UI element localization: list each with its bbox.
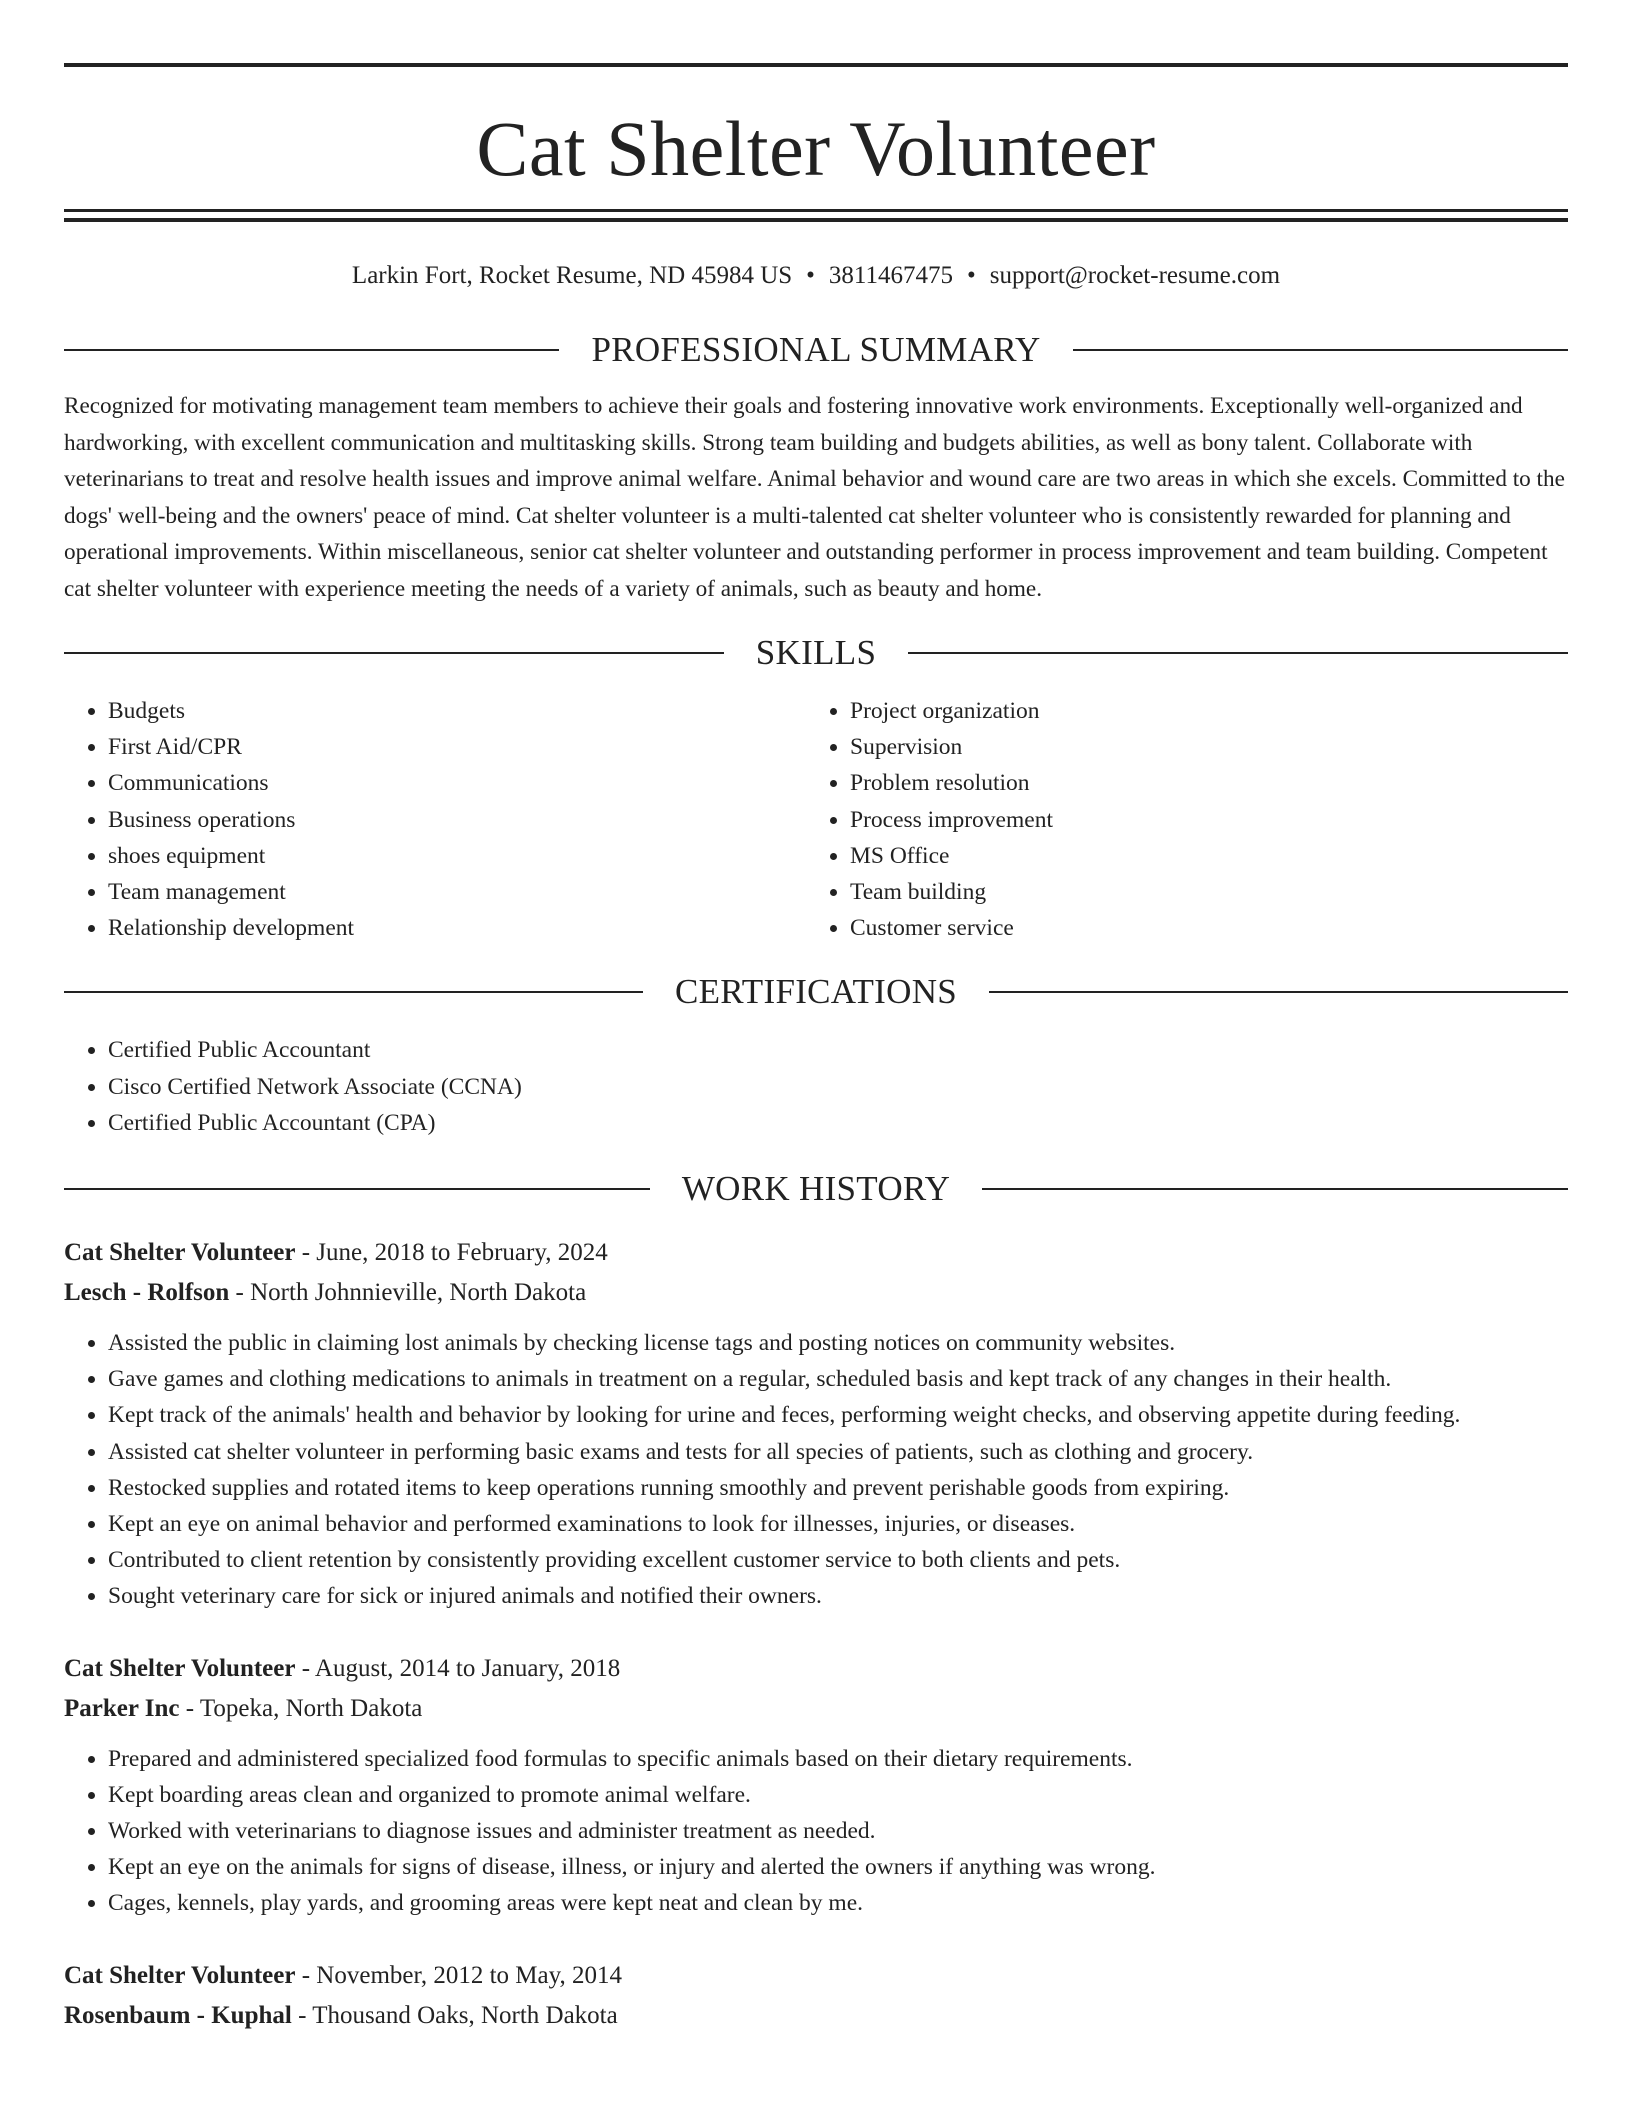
summary-text: Recognized for motivating management team members to achieve their goals and fostering innovative work environments. Exceptionally well-organized and hardworking, with excellent communication and multitasking skills. Strong team building and budgets abilities, as well as bony talent. Collaborate with veterinarians to treat and resolve health issues and improve animal welfare. Animal behavior and wound care are two areas in which she excels. Committed to the dogs' well-being and the owners' peace of mind. Cat shelter volunteer is a multi-talented cat shelter volunteer who is consistently rewarded for planning and operational improvements. Within miscellaneous, senior cat shelter volunteer and outstanding performer in process improvement and team building. Competent cat shelter volunteer with experience meeting the needs of a variety of animals, such as beauty and home.	[64, 393, 1565, 602]
header-double-rule	[64, 209, 1568, 222]
skill-item: • Budgets	[108, 693, 806, 729]
job-dates: - June, 2018 to February, 2024	[295, 1239, 608, 1267]
skill-item: • Team management	[108, 874, 806, 910]
job-bullet: • Kept boarding areas clean and organized to promote animal welfare.	[108, 1777, 1568, 1813]
certification-item: • Certified Public Accountant (CPA)	[108, 1105, 1568, 1141]
contact-email: support@rocket-resume.com	[989, 262, 1281, 289]
skills-title: SKILLS	[755, 633, 877, 672]
job-entry	[64, 1649, 1568, 1922]
skill-item: • Customer service	[850, 910, 1548, 946]
heading-rule	[908, 652, 1568, 654]
certifications-title: CERTIFICATIONS	[674, 972, 958, 1012]
job-bullet: • Worked with veterinarians to diagnose issues and administer treatment as needed.	[108, 1813, 1568, 1849]
job-bullet: • Gave games and clothing medications to animals in treatment on a regular, scheduled basis and kept track of any changes in their health.	[108, 1361, 1568, 1397]
work-heading	[64, 1165, 1568, 1213]
work-title: WORK HISTORY	[681, 1169, 951, 1209]
job-dates: - November, 2012 to May, 2014	[295, 1961, 622, 1989]
skill-item: • Process improvement	[850, 802, 1548, 838]
job-title: Cat Shelter Volunteer	[64, 1961, 296, 1989]
heading-rule	[1073, 349, 1568, 351]
job-title-line	[64, 1233, 1568, 1273]
job-entry	[64, 1233, 1568, 1615]
heading-rule	[64, 1188, 650, 1190]
job-title: Cat Shelter Volunteer	[64, 1239, 296, 1267]
summary-heading	[64, 326, 1568, 374]
resume-page	[64, 0, 1568, 2036]
job-title-line	[64, 1956, 1568, 1996]
job-company: Lesch - Rolfson	[64, 1279, 230, 1307]
job-bullet: • Assisted the public in claiming lost animals by checking license tags and posting notices on community websites.	[108, 1325, 1568, 1361]
work-history-list	[64, 1233, 1568, 2036]
job-company-line	[64, 1996, 1568, 2036]
certification-item: • Cisco Certified Network Associate (CCNA)	[108, 1069, 1568, 1105]
job-company: Rosenbaum - Kuphal	[64, 2001, 292, 2029]
job-location: - Topeka, North Dakota	[179, 1694, 423, 1722]
certification-item: • Certified Public Accountant	[108, 1032, 1568, 1068]
heading-rule	[64, 991, 643, 993]
skill-item: • Team building	[850, 874, 1548, 910]
skill-item: • First Aid/CPR	[108, 729, 806, 765]
skill-item: • Problem resolution	[850, 765, 1548, 801]
job-dates: - August, 2014 to January, 2018	[295, 1654, 621, 1682]
certifications-list	[64, 1032, 1568, 1141]
skill-item: • shoes equipment	[108, 838, 806, 874]
job-bullet: • Sought veterinary care for sick or injured animals and notified their owners.	[108, 1578, 1568, 1614]
skills-column-left	[64, 693, 806, 946]
job-bullet: • Kept track of the animals' health and behavior by looking for urine and feces, performing weight checks, and observing appetite during feeding.	[108, 1397, 1568, 1433]
skill-item: • Business operations	[108, 802, 806, 838]
job-bullets	[64, 1325, 1568, 1615]
job-entry	[64, 1956, 1568, 2036]
job-title-line	[64, 1649, 1568, 1689]
skill-item: • MS Office	[850, 838, 1548, 874]
resume-name: Cat Shelter Volunteer	[476, 105, 1156, 192]
job-company-line	[64, 1273, 1568, 1313]
contact-separator: •	[806, 262, 815, 289]
skill-item: • Communications	[108, 765, 806, 801]
job-company: Parker Inc	[64, 1694, 180, 1722]
contact-phone: 3811467475	[828, 262, 953, 289]
job-location: - Thousand Oaks, North Dakota	[291, 2001, 618, 2029]
job-title: Cat Shelter Volunteer	[64, 1654, 296, 1682]
job-bullets	[64, 1741, 1568, 1922]
contact-line	[64, 258, 1568, 294]
job-company-line	[64, 1689, 1568, 1729]
job-bullet: • Cages, kennels, play yards, and grooming areas were kept neat and clean by me.	[108, 1885, 1568, 1921]
heading-rule	[64, 349, 559, 351]
summary-title: PROFESSIONAL SUMMARY	[591, 330, 1041, 369]
job-location: - North Johnnieville, North Dakota	[229, 1279, 587, 1307]
job-bullet: • Assisted cat shelter volunteer in performing basic exams and tests for all species of patients, such as clothing and grocery.	[108, 1434, 1568, 1470]
job-bullet: • Kept an eye on animal behavior and performed examinations to look for illnesses, injuries, or diseases.	[108, 1506, 1568, 1542]
heading-rule	[989, 991, 1568, 993]
contact-address: Larkin Fort, Rocket Resume, ND 45984 US	[351, 262, 793, 289]
skills-list	[64, 693, 1568, 946]
certifications-heading	[64, 968, 1568, 1016]
job-bullet: • Restocked supplies and rotated items to keep operations running smoothly and prevent perishable goods from expiring.	[108, 1470, 1568, 1506]
skills-heading	[64, 629, 1568, 677]
heading-rule	[982, 1188, 1568, 1190]
job-bullet: • Kept an eye on the animals for signs of disease, illness, or injury and alerted the owners if anything was wrong.	[108, 1849, 1568, 1885]
job-bullet: • Prepared and administered specialized food formulas to specific animals based on their dietary requirements.	[108, 1741, 1568, 1777]
top-rule	[64, 63, 1568, 67]
job-bullet: • Contributed to client retention by consistently providing excellent customer service to both clients and pets.	[108, 1542, 1568, 1578]
skill-item: • Project organization	[850, 693, 1548, 729]
skill-item: • Supervision	[850, 729, 1548, 765]
heading-rule	[64, 652, 724, 654]
contact-separator: •	[967, 262, 976, 289]
skills-column-right	[806, 693, 1548, 946]
skill-item: • Relationship development	[108, 910, 806, 946]
